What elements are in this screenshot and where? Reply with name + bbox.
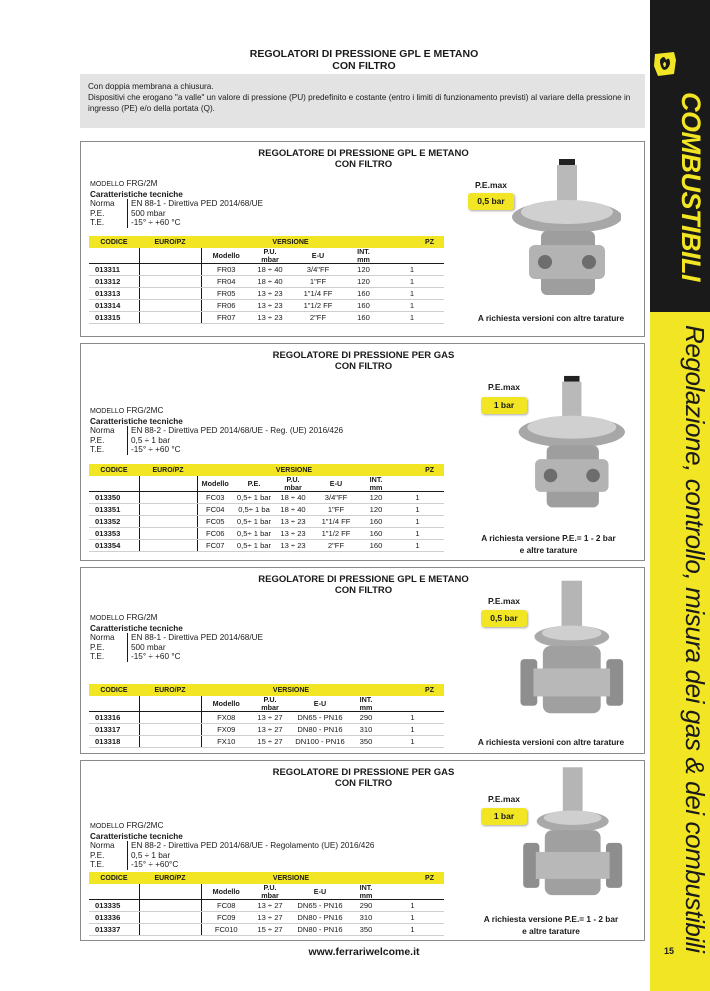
cell: 350 <box>351 924 381 936</box>
cell: 13 ÷ 23 <box>275 528 311 540</box>
cell: 1 <box>381 712 444 724</box>
cell: 160 <box>361 516 391 528</box>
cell: DN65 - PN16 <box>289 900 351 912</box>
spec-heading: Caratteristiche tecniche <box>90 189 183 199</box>
modello-label: MODELLO <box>90 181 125 188</box>
spec-heading: Caratteristiche tecniche <box>90 831 183 841</box>
table-row <box>89 712 444 724</box>
spec-heading: Caratteristiche tecniche <box>90 416 183 426</box>
spec-key: P.E. <box>90 642 105 652</box>
header-versione: VERSIONE <box>201 684 381 696</box>
spec-key: Norma <box>90 426 115 435</box>
subheader: P.U. mbar <box>275 476 311 492</box>
cell: 15 ÷ 27 <box>251 924 289 936</box>
regulator-image <box>506 374 626 519</box>
cell: FR07 <box>201 312 251 324</box>
cell: 15 ÷ 27 <box>251 736 289 748</box>
flanged-regulator-image <box>516 765 624 910</box>
note-text: A richiesta versioni con altre tarature <box>477 737 625 747</box>
cell: 1 <box>391 528 444 540</box>
cell: 013352 <box>89 516 139 528</box>
spec-key: P.E. <box>90 850 105 860</box>
header-euro: EURO/PZ <box>139 872 201 884</box>
subheader: P.E. <box>233 476 275 492</box>
cell: 013313 <box>89 288 139 300</box>
cell: 013350 <box>89 492 139 504</box>
header-codice: CODICE <box>89 464 139 476</box>
spec-value: 0,5 ÷ 1 bar <box>127 436 170 446</box>
cell: 13 ÷ 23 <box>251 300 289 312</box>
regulator-image <box>501 157 621 307</box>
spec-block <box>90 406 343 455</box>
cell: FC04 <box>197 504 233 516</box>
cell: 1"1/2 FF <box>289 300 347 312</box>
sidebar-brand-band <box>650 0 710 312</box>
cell: 13 ÷ 23 <box>251 312 289 324</box>
cell: 013351 <box>89 504 139 516</box>
flame-logo-icon <box>652 48 678 78</box>
spec-value: -15° ÷ +60 °C <box>127 218 181 228</box>
subheader: E-U <box>311 476 361 492</box>
pe-max-badge: 1 bar <box>481 808 527 825</box>
cell: 1 <box>381 912 444 924</box>
table-row <box>89 312 444 324</box>
cell: 013336 <box>89 912 139 924</box>
spec-key: P.E. <box>90 435 105 445</box>
modello-label: MODELLO <box>90 408 125 415</box>
cell: FC05 <box>197 516 233 528</box>
spec-key: Norma <box>90 199 115 208</box>
flanged-regulator-image <box>513 576 625 731</box>
spec-value: 500 mbar <box>127 643 166 653</box>
cell: 013335 <box>89 900 139 912</box>
cell: 290 <box>351 900 381 912</box>
cell: 013354 <box>89 540 139 552</box>
table-row <box>89 540 444 552</box>
subheader: INT. mm <box>361 476 391 492</box>
cell: FX09 <box>201 724 251 736</box>
intro-line-2: Dispositivi che erogano "a valle" un valore di pressione (PU) predefinito e costante (entro i limiti di funzionamento previsti) al variare della pressione in ingresso (PE) e/o della portata (Q). <box>88 93 631 113</box>
pe-max-label: P.E.max <box>488 794 520 804</box>
section-title: REGOLATORE DI PRESSIONE GPL E METANO CON FILTRO <box>258 148 469 170</box>
note-text: A richiesta versione P.E.= 1 - 2 bar e altre tarature <box>483 914 619 936</box>
cell: 2"FF <box>289 312 347 324</box>
cell: 1"1/4 FF <box>289 288 347 300</box>
spec-key: T.E. <box>90 445 105 454</box>
cell: 1 <box>391 516 444 528</box>
cell: 3/4"FF <box>289 264 347 276</box>
cell: 1 <box>381 724 444 736</box>
cell: DN80 - PN16 <box>289 924 351 936</box>
cell: 1 <box>381 736 444 748</box>
spec-value: EN 88-2 - Direttiva PED 2014/68/UE - Reg. (UE) 2016/426 <box>127 426 343 436</box>
cell: 013317 <box>89 724 139 736</box>
spec-value: -15° ÷ +60 °C <box>127 652 181 662</box>
table-row <box>89 900 444 912</box>
table-row <box>89 288 444 300</box>
cell: 13 ÷ 27 <box>251 912 289 924</box>
spec-value: -15° ÷ +60 °C <box>127 445 181 455</box>
cell: 1 <box>380 312 444 324</box>
cell: 18 ÷ 40 <box>275 504 311 516</box>
cell: 13 ÷ 23 <box>275 516 311 528</box>
cell: FC06 <box>197 528 233 540</box>
spec-key: T.E. <box>90 860 105 869</box>
cell: 013316 <box>89 712 139 724</box>
table-row <box>89 924 444 936</box>
cell: 13 ÷ 23 <box>251 288 289 300</box>
cell: DN100 - PN16 <box>289 736 351 748</box>
cell: 18 ÷ 40 <box>251 276 289 288</box>
cell: 1 <box>391 540 444 552</box>
cell: 18 ÷ 40 <box>275 492 311 504</box>
table-row <box>89 736 444 748</box>
cell: 310 <box>351 724 381 736</box>
page-title: REGOLATORI DI PRESSIONE GPL E METANO CON FILTRO <box>249 48 479 72</box>
pe-max-label: P.E.max <box>488 596 520 606</box>
header-versione: VERSIONE <box>201 236 380 248</box>
header-euro: EURO/PZ <box>139 464 197 476</box>
cell: 1 <box>391 492 444 504</box>
cell: 120 <box>347 264 380 276</box>
product-table <box>89 684 444 748</box>
cell: 13 ÷ 27 <box>251 724 289 736</box>
header-euro: EURO/PZ <box>139 236 201 248</box>
spec-block <box>90 179 263 228</box>
cell: 3/4"FF <box>311 492 361 504</box>
sidebar-subtitle: Regolazione, controllo, misura dei gas & dei combustibili <box>680 325 710 953</box>
footer-url[interactable]: www.ferrariwelcome.it <box>308 946 420 958</box>
pe-max-badge: 1 bar <box>481 397 527 414</box>
section-title: REGOLATORE DI PRESSIONE GPL E METANO CON FILTRO <box>258 574 469 596</box>
cell: 0,5÷ 1 bar <box>233 528 275 540</box>
cell: DN65 - PN16 <box>289 712 351 724</box>
cell: FR06 <box>201 300 251 312</box>
cell: 120 <box>361 504 391 516</box>
spec-value: EN 88-1 - Direttiva PED 2014/68/UE <box>127 633 263 643</box>
cell: FC010 <box>201 924 251 936</box>
intro-box <box>80 74 645 128</box>
subheader: E-U <box>289 248 347 264</box>
cell: 1 <box>391 504 444 516</box>
modello-label: MODELLO <box>90 615 125 622</box>
subheader: Modello <box>201 248 251 264</box>
section-title: REGOLATORE DI PRESSIONE PER GAS CON FILTRO <box>272 767 455 789</box>
cell: 160 <box>347 312 380 324</box>
cell: 1"FF <box>311 504 361 516</box>
page-number: 15 <box>664 946 675 956</box>
cell: 013311 <box>89 264 139 276</box>
subheader: P.U. mbar <box>251 248 289 264</box>
product-section-2 <box>80 343 645 561</box>
sidebar-brand: COMBUSTIBILI <box>676 92 706 281</box>
cell: 2"FF <box>311 540 361 552</box>
header-codice: CODICE <box>89 236 139 248</box>
header-versione: VERSIONE <box>201 872 381 884</box>
table-row <box>89 504 444 516</box>
cell: 120 <box>347 276 380 288</box>
subheader: INT. mm <box>351 884 381 900</box>
cell: DN80 - PN16 <box>289 724 351 736</box>
note-text: A richiesta versione P.E.= 1 - 2 bar e altre tarature <box>481 533 616 555</box>
cell: FC07 <box>197 540 233 552</box>
header-codice: CODICE <box>89 684 139 696</box>
cell: 013314 <box>89 300 139 312</box>
modello-value: FRG/2MC <box>126 821 164 830</box>
spec-heading: Caratteristiche tecniche <box>90 623 183 633</box>
cell: 1 <box>381 900 444 912</box>
spec-key: P.E. <box>90 208 105 218</box>
header-versione: VERSIONE <box>197 464 391 476</box>
cell: FR04 <box>201 276 251 288</box>
cell: FC08 <box>201 900 251 912</box>
cell: 160 <box>347 300 380 312</box>
cell: 160 <box>361 528 391 540</box>
spec-block <box>90 821 374 870</box>
cell: 160 <box>347 288 380 300</box>
spec-value: -15° ÷ +60°C <box>127 860 178 870</box>
spec-block <box>90 613 263 662</box>
header-pz: PZ <box>381 872 444 884</box>
cell: 1 <box>380 276 444 288</box>
cell: 0,5÷ 1 bar <box>233 492 275 504</box>
pe-max-badge: 0,5 bar <box>468 193 514 210</box>
subheader: Modello <box>197 476 233 492</box>
header-pz: PZ <box>391 464 444 476</box>
cell: 0,5÷ 1 ba <box>233 504 275 516</box>
spec-key: Norma <box>90 841 115 850</box>
cell: 18 ÷ 40 <box>251 264 289 276</box>
table-row <box>89 264 444 276</box>
modello-value: FRG/2MC <box>126 406 164 415</box>
modello-value: FRG/2M <box>126 179 158 188</box>
modello-value: FRG/2M <box>126 613 158 622</box>
cell: 0,5÷ 1 bar <box>233 516 275 528</box>
pe-max-label: P.E.max <box>475 180 507 190</box>
table-row <box>89 912 444 924</box>
subheader: E-U <box>289 884 351 900</box>
cell: FR03 <box>201 264 251 276</box>
cell: 1 <box>380 264 444 276</box>
product-section-4 <box>80 760 645 941</box>
cell: 013315 <box>89 312 139 324</box>
header-pz: PZ <box>381 684 444 696</box>
cell: 290 <box>351 712 381 724</box>
header-codice: CODICE <box>89 872 139 884</box>
cell: 0,5÷ 1 bar <box>233 540 275 552</box>
cell: 13 ÷ 23 <box>275 540 311 552</box>
table-row <box>89 492 444 504</box>
product-section-1 <box>80 141 645 337</box>
spec-key: Norma <box>90 633 115 642</box>
note-text: A richiesta versioni con altre tarature <box>477 313 625 323</box>
spec-key: T.E. <box>90 652 105 661</box>
cell: FC03 <box>197 492 233 504</box>
cell: 013353 <box>89 528 139 540</box>
modello-label: MODELLO <box>90 823 125 830</box>
subheader: Modello <box>201 696 251 712</box>
spec-key: T.E. <box>90 218 105 227</box>
subheader: P.U. mbar <box>251 884 289 900</box>
table-row <box>89 300 444 312</box>
header-pz: PZ <box>380 236 444 248</box>
cell: 13 ÷ 27 <box>251 900 289 912</box>
section-title: REGOLATORE DI PRESSIONE PER GAS CON FILTRO <box>272 350 455 372</box>
header-euro: EURO/PZ <box>139 684 201 696</box>
subheader: INT. mm <box>351 696 381 712</box>
product-table <box>89 464 444 552</box>
cell: 310 <box>351 912 381 924</box>
cell: 13 ÷ 27 <box>251 712 289 724</box>
sidebar <box>650 0 710 991</box>
spec-value: 0,5 ÷ 1 bar <box>127 851 170 861</box>
spec-value: 500 mbar <box>127 209 166 219</box>
subheader: Modello <box>201 884 251 900</box>
cell: FX10 <box>201 736 251 748</box>
cell: 1 <box>381 924 444 936</box>
cell: 160 <box>361 540 391 552</box>
cell: 1"1/4 FF <box>311 516 361 528</box>
subheader: INT. mm <box>347 248 380 264</box>
cell: 013318 <box>89 736 139 748</box>
cell: DN80 - PN16 <box>289 912 351 924</box>
subheader: E-U <box>289 696 351 712</box>
table-row <box>89 528 444 540</box>
pe-max-label: P.E.max <box>488 382 520 392</box>
table-row <box>89 724 444 736</box>
cell: 120 <box>361 492 391 504</box>
cell: 1"1/2 FF <box>311 528 361 540</box>
subheader: P.U. mbar <box>251 696 289 712</box>
product-section-3 <box>80 567 645 754</box>
pe-max-badge: 0,5 bar <box>481 610 527 627</box>
cell: FX08 <box>201 712 251 724</box>
product-table <box>89 236 444 324</box>
table-row <box>89 276 444 288</box>
cell: 1"FF <box>289 276 347 288</box>
cell: 013337 <box>89 924 139 936</box>
product-table <box>89 872 444 936</box>
spec-value: EN 88-1 - Direttiva PED 2014/68/UE <box>127 199 263 209</box>
cell: 1 <box>380 288 444 300</box>
spec-value: EN 88-2 - Direttiva PED 2014/68/UE - Regolamento (UE) 2016/426 <box>127 841 374 851</box>
cell: 1 <box>380 300 444 312</box>
cell: FC09 <box>201 912 251 924</box>
cell: 350 <box>351 736 381 748</box>
table-row <box>89 516 444 528</box>
cell: 013312 <box>89 276 139 288</box>
cell: FR05 <box>201 288 251 300</box>
intro-line-1: Con doppia membrana a chiusura. <box>88 82 214 91</box>
